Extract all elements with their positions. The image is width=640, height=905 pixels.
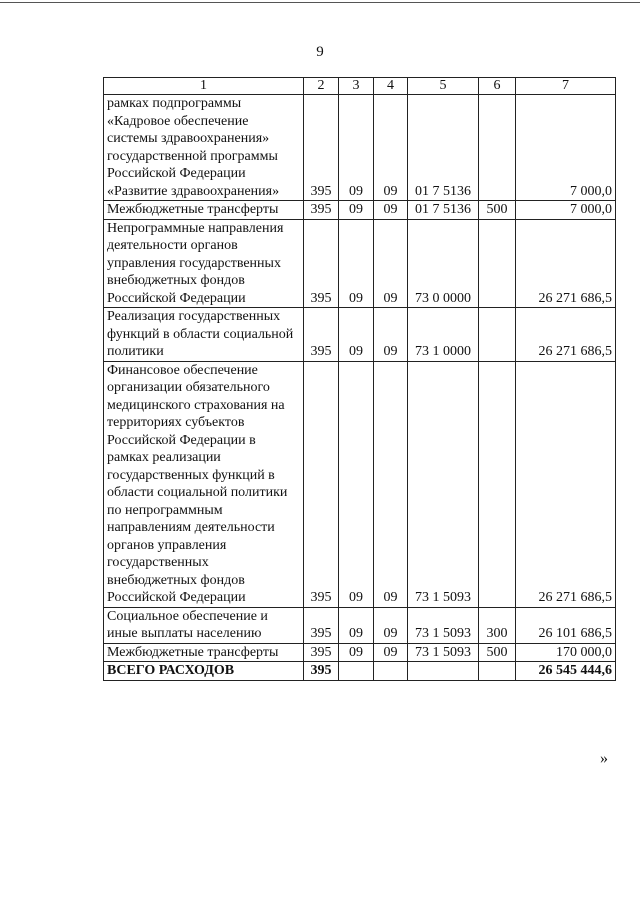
table-row [104,95,616,201]
cell-expense-type: 500 [479,643,516,662]
row-name: Финансовое обеспечение организации обязательного медицинского страхования на территориях субъектов Российской Федерации в рамках реализации государственных функций в области социальной политики по непрограммным направлениям деятельности органов управления государственных внебюджетных фондов Российской Федерации [104,361,304,607]
cell-admin-code: 395 [304,308,339,362]
cell-subsection: 09 [374,643,408,662]
table-row [104,643,616,662]
cell-subsection: 09 [374,308,408,362]
cell-amount: 170 000,0 [516,643,616,662]
cell-amount: 7 000,0 [516,95,616,201]
cell-expense-type [479,308,516,362]
closing-quote-mark: » [600,750,608,767]
cell-expense-type: 500 [479,201,516,220]
cell-target-article: 73 1 5093 [408,607,479,643]
total-row [104,662,616,681]
cell-admin-code: 395 [304,201,339,220]
cell-admin-code: 395 [304,95,339,201]
row-name: Реализация государственных функций в области социальной политики [104,308,304,362]
header-col-7: 7 [516,78,616,95]
header-col-3: 3 [339,78,374,95]
row-name: Непрограммные направления деятельности органов управления государственных внебюджетных фондов Российской Федерации [104,219,304,308]
total-label: ВСЕГО РАСХОДОВ [104,662,304,681]
cell-section: 09 [339,643,374,662]
cell-admin-code: 395 [304,361,339,607]
cell-section: 09 [339,308,374,362]
cell-subsection: 09 [374,95,408,201]
cell-section: 09 [339,201,374,220]
header-col-5: 5 [408,78,479,95]
header-col-1: 1 [104,78,304,95]
cell-section: 09 [339,361,374,607]
row-name: Межбюджетные трансферты [104,643,304,662]
cell-amount: 7 000,0 [516,201,616,220]
row-name: Межбюджетные трансферты [104,201,304,220]
cell-section: 09 [339,607,374,643]
cell-expense-type: 300 [479,607,516,643]
row-name: рамках подпрограммы «Кадровое обеспечение системы здравоохранения» государственной программы Российской Федерации «Развитие здравоохранения» [104,95,304,201]
row-name: Социальное обеспечение и иные выплаты населению [104,607,304,643]
header-col-6: 6 [479,78,516,95]
cell-subsection: 09 [374,219,408,308]
cell-target-article: 01 7 5136 [408,201,479,220]
cell-target-article: 73 1 5093 [408,361,479,607]
cell-section: 09 [339,95,374,201]
cell-subsection: 09 [374,201,408,220]
cell-expense-type [479,219,516,308]
table-row [104,607,616,643]
table-row [104,219,616,308]
cell-amount: 26 271 686,5 [516,361,616,607]
header-col-2: 2 [304,78,339,95]
cell-expense-type [479,662,516,681]
cell-subsection [374,662,408,681]
cell-target-article: 73 1 0000 [408,308,479,362]
total-amount: 26 545 444,6 [516,662,616,681]
top-rule [0,2,640,3]
cell-amount: 26 101 686,5 [516,607,616,643]
cell-expense-type [479,361,516,607]
cell-target-article: 73 0 0000 [408,219,479,308]
budget-table [103,77,616,681]
cell-admin-code: 395 [304,219,339,308]
table-row [104,201,616,220]
table-row [104,361,616,607]
cell-admin-code: 395 [304,643,339,662]
header-col-4: 4 [374,78,408,95]
cell-amount: 26 271 686,5 [516,308,616,362]
table-row [104,308,616,362]
cell-target-article [408,662,479,681]
header-row [104,78,616,95]
cell-expense-type [479,95,516,201]
cell-section [339,662,374,681]
cell-section: 09 [339,219,374,308]
cell-admin-code: 395 [304,607,339,643]
page-number: 9 [316,44,324,60]
cell-target-article: 73 1 5093 [408,643,479,662]
cell-amount: 26 271 686,5 [516,219,616,308]
cell-target-article: 01 7 5136 [408,95,479,201]
cell-subsection: 09 [374,361,408,607]
cell-subsection: 09 [374,607,408,643]
cell-admin-code: 395 [304,662,339,681]
